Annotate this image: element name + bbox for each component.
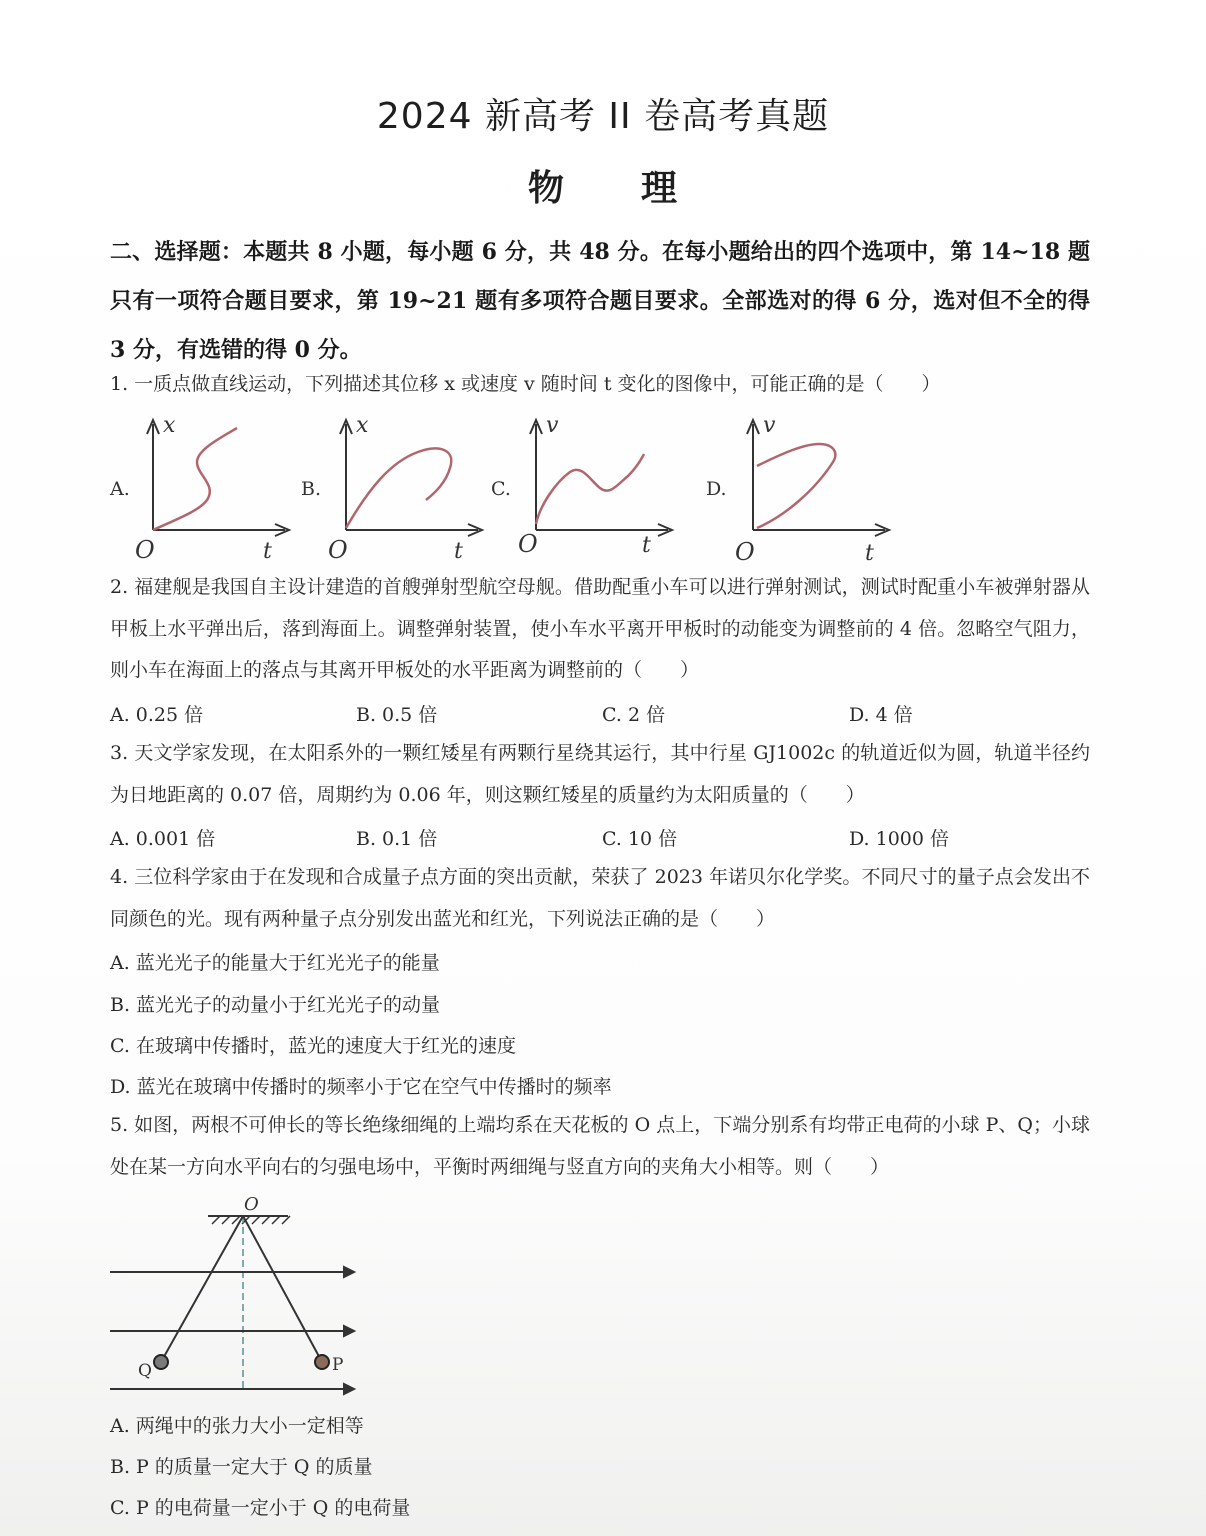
q3-option-a: A. 0.001 倍 — [110, 828, 216, 850]
q1-graph-c-curve — [536, 454, 644, 524]
section-instructions: 二、选择题：本题共 8 小题，每小题 6 分，共 48 分。在每小题给出的四个选项中，第 14~18 题只有一项符合题目要求，第 19~21 题有多项符合题目要求。全部选对的得 6 分，选对但不全的得 3 分，有选错的得 0 分。 — [110, 239, 1090, 363]
q5-option-b: B. P 的质量一定大于 Q 的质量 — [110, 1456, 373, 1478]
q1-graph-d-origin: O — [735, 538, 755, 566]
q5-option-a: A. 两绳中的张力大小一定相等 — [110, 1415, 364, 1437]
q1-graph-b-x: t — [454, 539, 463, 564]
q1-graph-a-label: A. — [110, 478, 130, 500]
page-title: 2024 新高考 II 卷高考真题 — [376, 96, 830, 137]
q4-option-d: D. 蓝光在玻璃中传播时的频率小于它在空气中传播时的频率 — [110, 1076, 612, 1098]
q1-graph-c-origin: O — [518, 530, 538, 558]
subject-char-2: 理 — [641, 168, 679, 209]
q1-graph-b — [328, 410, 498, 565]
q3-option-b: B. 0.1 倍 — [356, 828, 438, 850]
q2-option-b: B. 0.5 倍 — [356, 704, 438, 726]
subject-char-1: 物 — [527, 168, 565, 209]
q2-stem: 2. 福建舰是我国自主设计建造的首艘弹射型航空母舰。借助配重小车可以进行弹射测试，测试时配重小车被弹射器从甲板上水平弹出后，落到海面上。调整弹射装置，使小车水平离开甲板时的动能变为调整前的 4 倍。忽略空气阻力，则小车在海面上的落点与其离开甲板处的水平距离为调整前的（ ） — [110, 576, 1090, 681]
q3-option-c: C. 10 倍 — [602, 828, 678, 850]
q1-graph-d-label: D. — [706, 478, 727, 500]
q4-stem: 4. 三位科学家由于在发现和合成量子点方面的突出贡献，荣获了 2023 年诺贝尔化学奖。不同尺寸的量子点会发出不同颜色的光。现有两种量子点分别发出蓝光和红光，下列说法正确的是（ ） — [110, 866, 1090, 930]
q1-graph-b-y: x — [356, 413, 369, 438]
q2-option-a: A. 0.25 倍 — [110, 704, 204, 726]
q1-graph-d — [735, 410, 905, 565]
q1-graph-c — [518, 410, 688, 565]
q1-graph-d-y: v — [763, 413, 776, 438]
q4-option-c: C. 在玻璃中传播时，蓝光的速度大于红光的速度 — [110, 1035, 516, 1057]
q4-option-a: A. 蓝光光子的能量大于红光光子的能量 — [110, 952, 440, 974]
q1-graph-b-curve — [346, 449, 451, 528]
q5-label-q: Q — [138, 1361, 152, 1381]
q1-graph-a-curve — [153, 428, 237, 530]
q1-graph-a-origin: O — [135, 536, 155, 564]
subject-title — [0, 160, 1206, 211]
q1-graph-c-label: C. — [491, 478, 511, 500]
q1-graph-a — [135, 410, 305, 565]
q1-graph-d-curve — [757, 444, 835, 528]
q2-option-d: D. 4 倍 — [849, 704, 913, 726]
q3-stem: 3. 天文学家发现，在太阳系外的一颗红矮星有两颗行星绕其运行，其中行星 GJ1002c 的轨道近似为圆，轨道半径约为日地距离的 0.07 倍，周期约为 0.06 年，则这颗红矮星的质量约为太阳质量的（ ） — [110, 742, 1090, 806]
q1-graph-b-origin: O — [328, 536, 348, 564]
q1-graph-b-label: B. — [301, 478, 322, 500]
q5-ball-q — [154, 1355, 168, 1369]
q1-graph-c-y: v — [546, 413, 559, 438]
q5-point-o: O — [244, 1194, 259, 1215]
q5-label-p: P — [332, 1355, 344, 1375]
q1-stem: 1. 一质点做直线运动，下列描述其位移 x 或速度 v 随时间 t 变化的图像中，可能正确的是（ ） — [110, 373, 941, 395]
q4-option-b: B. 蓝光光子的动量小于红光光子的动量 — [110, 994, 441, 1016]
q5-option-c: C. P 的电荷量一定小于 Q 的电荷量 — [110, 1497, 411, 1519]
q5-figure — [108, 1192, 368, 1402]
q1-graph-a-y: x — [163, 413, 176, 438]
q5-ball-p — [315, 1355, 329, 1369]
q2-option-c: C. 2 倍 — [602, 704, 666, 726]
q1-graph-c-x: t — [642, 533, 651, 558]
q3-option-d: D. 1000 倍 — [849, 828, 950, 850]
q5-stem: 5. 如图，两根不可伸长的等长绝缘细绳的上端均系在天花板的 O 点上，下端分别系有均带正电荷的小球 P、Q；小球处在某一方向水平向右的匀强电场中，平衡时两细绳与竖直方向的夹角大小相等。则（ ） — [110, 1114, 1090, 1178]
q1-graph-a-x: t — [263, 539, 272, 564]
q1-graph-d-x: t — [865, 541, 874, 566]
